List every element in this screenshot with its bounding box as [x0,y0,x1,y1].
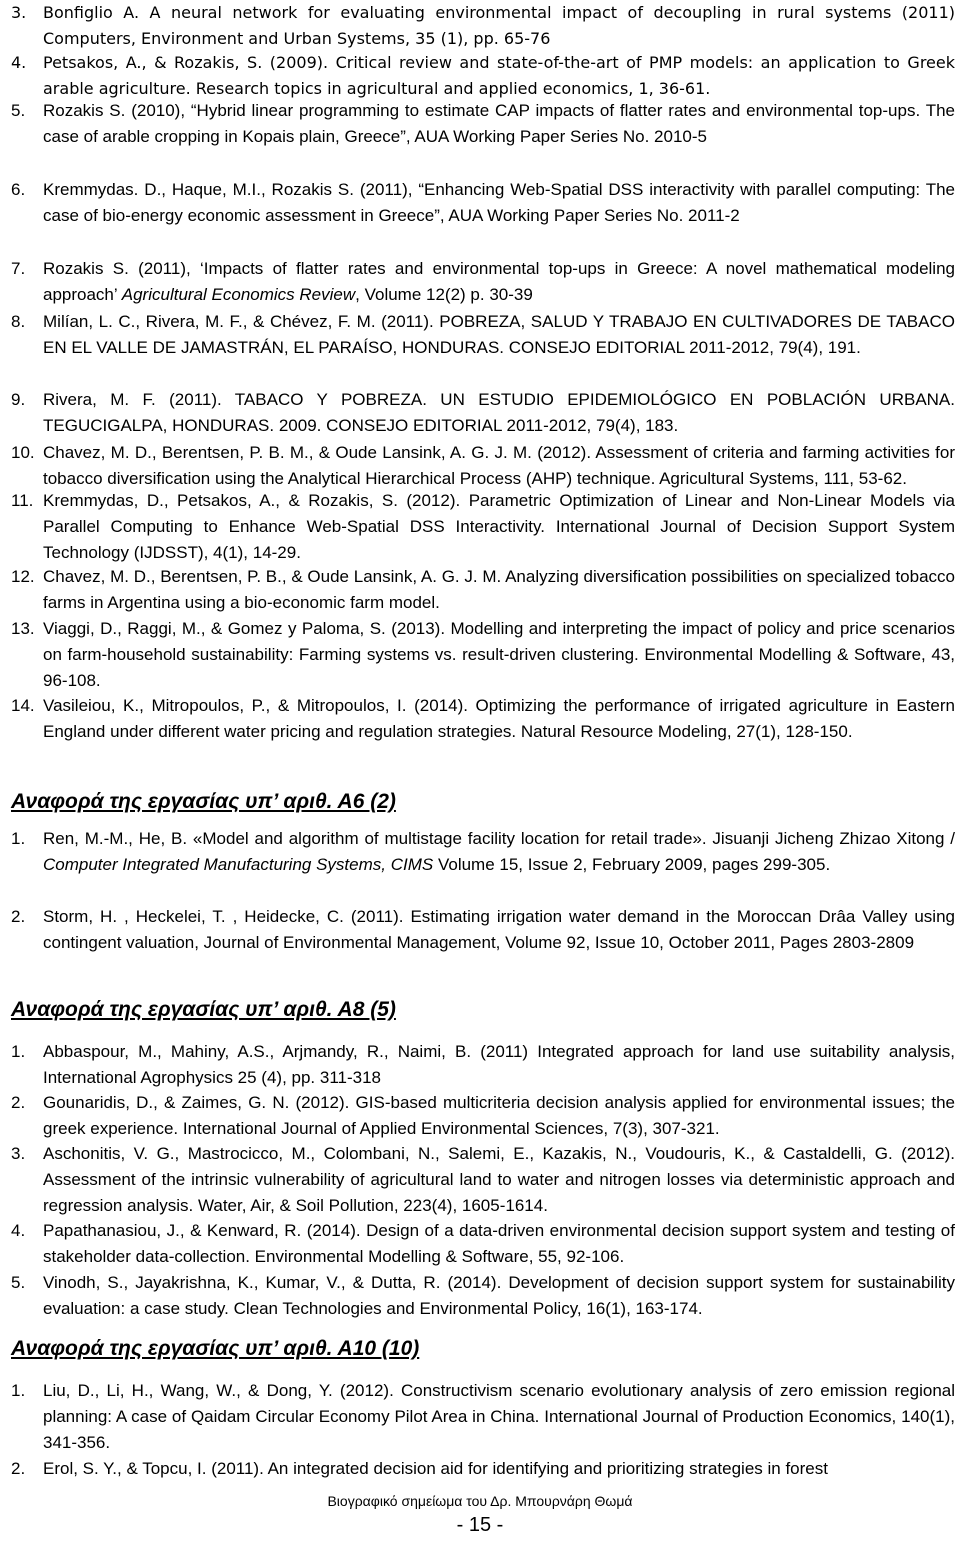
reference-number: 1. [11,829,26,848]
reference-text: Petsakos, A., & Rozakis, S. (2009). Critical review and state-of-the-art of PMP models: an application to Greek arable agriculture. Research topics in agricultural and applied economics, 1, 36-61. [43,53,955,98]
reference-text: Viaggi, D., Raggi, M., & Gomez y Paloma, S. (2013). Modelling and interpreting the impact of policy and price scenarios on farm-household sustainability: Farming systems vs. result-driven clustering. Environmental Modelling & Software, 43, 96-108. [43,619,955,690]
reference-text: Rozakis S. (2011), ‘Impacts of flatter rates and environmental top-ups in Greece: A novel mathematical modeling approach’ Agricultural Economics Review, Volume 12(2) p. 30-39 [43,259,955,304]
reference-item [11,98,955,150]
reference-number: 1. [11,1381,26,1400]
reference-number: 10. [11,443,35,462]
reference-item [11,1039,955,1091]
reference-number: 4. [11,53,27,72]
reference-text: Erol, S. Y., & Topcu, I. (2011). An integrated decision aid for identifying and prioritizing strategies in forest [43,1459,828,1478]
reference-item [11,1218,955,1270]
reference-item [11,177,955,229]
reference-item [11,904,955,956]
section-heading-a8: Αναφορά της εργασίας υπ’ αριθ. Α8 (5) [11,998,396,1021]
reference-item [11,0,955,51]
reference-number: 11. [11,491,34,510]
reference-number: 3. [11,3,27,22]
page-number: - 15 - [456,1514,504,1536]
reference-text: Papathanasiou, J., & Kenward, R. (2014). Design of a data-driven environmental decision support system and testing of stakeholder data-collection. Environmental Modelling & Software, 55, 92-106. [43,1221,955,1266]
reference-item [11,1270,955,1322]
reference-text: Kremmydas. D., Haque, M.I., Rozakis S. (2011), “Enhancing Web-Spatial DSS interactivity with parallel computing: The case of bio-energy economic assessment in Greece”, AUA Working Paper Series No. 2011-2 [43,180,955,225]
reference-number: 5. [11,101,26,120]
reference-text: Abbaspour, M., Mahiny, A.S., Arjmandy, R., Naimi, B. (2011) Integrated approach for land use suitability analysis, International Agrophysics 25 (4), pp. 311-318 [43,1042,955,1087]
reference-text: Storm, H. , Heckelei, T. , Heidecke, C. (2011). Estimating irrigation water demand in the Moroccan Drâa Valley using contingent valuation, Journal of Environmental Management, Volume 92, Issue 10, October 2011, Pages 2803-2809 [43,907,955,952]
reference-item [11,1456,955,1482]
reference-text: Gounaridis, D., & Zaimes, G. N. (2012). GIS-based multicriteria decision analysis applied for environmental issues; the greek experience. International Journal of Applied Environmental Sciences, 7(3), 307-321. [43,1093,955,1138]
section-heading-a6: Αναφορά της εργασίας υπ’ αριθ. Α6 (2) [11,790,396,813]
reference-item [11,440,955,492]
reference-text: Vinodh, S., Jayakrishna, K., Kumar, V., & Dutta, R. (2014). Development of decision support system for sustainability evaluation: a case study. Clean Technologies and Environmental Policy, 16(1), 163-174. [43,1273,955,1318]
journal-title: Agricultural Economics Review [121,285,356,304]
reference-number: 4. [11,1221,26,1240]
reference-number: 13. [11,619,35,638]
reference-text: Milían, L. C., Rivera, M. F., & Chévez, F. M. (2011). POBREZA, SALUD Y TRABAJO EN CULTIVADORES DE TABACO EN EL VALLE DE JAMASTRÁN, EL PARAÍSO, HONDURAS. CONSEJO EDITORIAL 2011-2012, 79(4), 191. [43,312,955,357]
reference-number: 6. [11,180,26,199]
reference-item [11,256,955,308]
reference-text: Bonfiglio A. A neural network for evaluating environmental impact of decoupling in rural systems (2011) Computers, Environment and Urban Systems, 35 (1), pp. 65-76 [43,3,955,48]
reference-text: Chavez, M. D., Berentsen, P. B. M., & Oude Lansink, A. G. J. M. (2012). Assessment of criteria and farming activities for tobacco diversification using the Analytical Hierarchical Process (AHP) technique. Agricultural Systems, 111, 53-62. [43,443,955,488]
reference-item [11,564,955,616]
reference-text: Liu, D., Li, H., Wang, W., & Dong, Y. (2012). Constructivism scenario evolutionary analysis of zero emission regional planning: A case of Qaidam Circular Economy Pilot Area in China. International Journal of Production Economics, 140(1), 341-356. [43,1381,955,1452]
reference-text: Kremmydas, D., Petsakos, A., & Rozakis, S. (2012). Parametric Optimization of Linear and Non-Linear Models via Parallel Computing to Enhance Web-Spatial DSS Interactivity. International Journal of Decision Support System Technology (IJDSST), 4(1), 14-29. [43,491,955,562]
reference-number: 1. [11,1042,26,1061]
reference-text: Aschonitis, V. G., Mastrocicco, M., Colombani, N., Salemi, E., Kazakis, N., Voudouris, K., & Castaldelli, G. (2012). Assessment of the intrinsic vulnerability of agricultural land to water and nitrogen losses via deterministic approach and regression analysis. Water, Air, & Soil Pollution, 223(4), 1605-1614. [43,1144,955,1215]
reference-text: Ren, M.-M., He, B. «Model and algorithm of multistage facility location for retail trade». Jisuanji Jicheng Zhizao Xitong / Computer Integrated Manufacturing Systems, CIMS Volume 15, Issue 2, February 2009, pages 299-305. [43,829,955,874]
reference-item [11,693,955,745]
journal-title: Computer Integrated Manufacturing Systems, CIMS [43,855,434,874]
reference-item [11,826,955,878]
reference-item [11,1378,955,1456]
reference-number: 5. [11,1273,26,1292]
reference-text: Chavez, M. D., Berentsen, P. B., & Oude Lansink, A. G. J. M. Analyzing diversification possibilities on specialized tobacco farms in Argentina using a bio-economic farm model. [43,567,955,612]
reference-item [11,50,955,101]
reference-item [11,1090,955,1142]
reference-item [11,616,955,694]
footer-note: Βιογραφικό σημείωμα του Δρ. Μπουρνάρη Θωμά [327,1493,633,1509]
reference-item [11,488,955,566]
reference-item [11,309,955,361]
reference-item [11,1141,955,1219]
reference-number: 3. [11,1144,26,1163]
reference-number: 8. [11,312,26,331]
reference-number: 12. [11,567,35,586]
reference-number: 2. [11,1459,26,1478]
reference-number: 9. [11,390,26,409]
reference-number: 14. [11,696,35,715]
reference-number: 2. [11,1093,26,1112]
reference-text: Rivera, M. F. (2011). TABACO Y POBREZA. UN ESTUDIO EPIDEMIOLÓGICO EN POBLACIÓN URBANA. TEGUCIGALPA, HONDURAS. 2009. CONSEJO EDITORIAL 2011-2012, 79(4), 183. [43,390,955,435]
reference-item [11,387,955,439]
section-heading-a10: Αναφορά της εργασίας υπ’ αριθ. Α10 (10) [11,1337,420,1360]
reference-number: 7. [11,259,26,278]
reference-text: Vasileiou, K., Mitropoulos, P., & Mitropoulos, I. (2014). Optimizing the performance of irrigated agriculture in Eastern England under different water pricing and regulation strategies. Natural Resource Modeling, 27(1), 128-150. [43,696,955,741]
reference-text: Rozakis S. (2010), “Hybrid linear programming to estimate CAP impacts of flatter rates and environmental top-ups. The case of arable cropping in Kopais plain, Greece”, AUA Working Paper Series No. 2010-5 [43,101,955,146]
reference-number: 2. [11,907,26,926]
